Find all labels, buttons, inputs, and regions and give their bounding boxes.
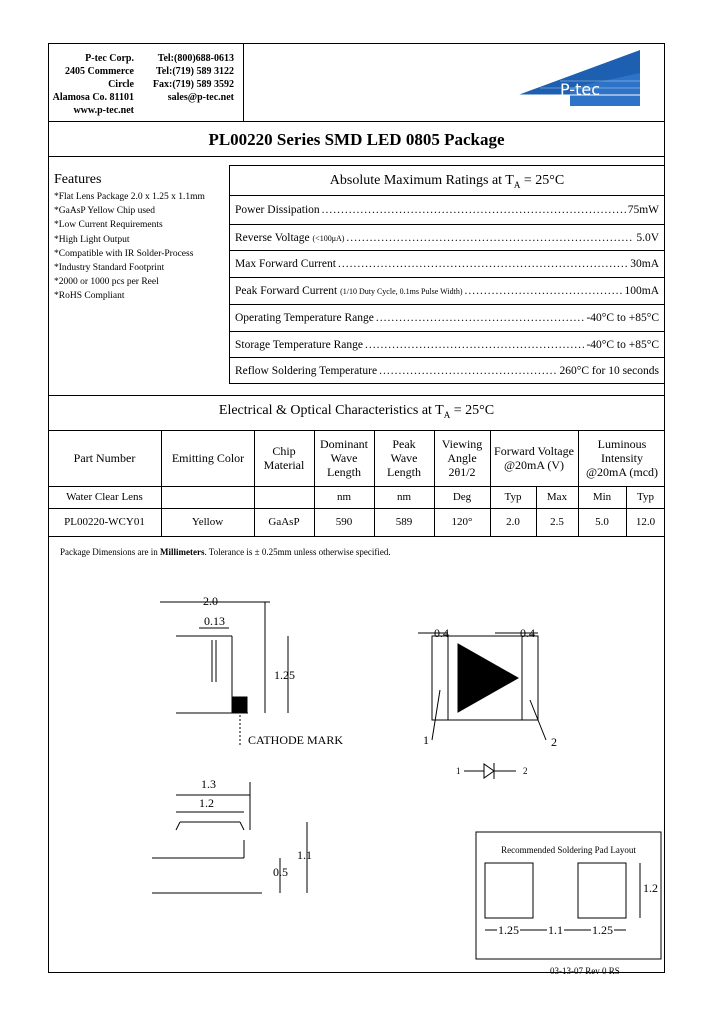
solder-gap: 1.1 (548, 923, 563, 937)
dim-pad-right: 0.4 (520, 626, 535, 640)
rating-value: 100mA (624, 285, 659, 297)
header-luminous-intensity: Luminous Intensity @20mA (mcd) (585, 437, 659, 479)
symbol-pin-1: 1 (456, 766, 461, 776)
rating-label: Operating Temperature Range (235, 312, 374, 324)
table-cell-peak: 589 (395, 516, 413, 528)
rating-value: 260°C for 10 seconds (559, 364, 659, 377)
table-cell-chip: GaAsP (268, 516, 300, 528)
rating-note: (1/10 Duty Cycle, 0.1ms Pulse Width) (340, 287, 463, 296)
table-cell-iv-typ: 12.0 (635, 516, 656, 528)
company-name: P-tec Corp. (85, 53, 134, 64)
company-street: 2405 Commerce Circle (65, 66, 134, 90)
solder-width-1: 1.25 (498, 923, 519, 937)
header-part-number: Part Number (73, 451, 136, 465)
table-cell-part: PL00220-WCY01 (64, 516, 145, 528)
table-cell-dominant: 590 (335, 516, 353, 528)
unit-cell: Deg (452, 491, 472, 503)
company-tel1: Tel:(800)688-0613 (157, 53, 234, 64)
rating-label: Peak Forward Current (235, 285, 341, 297)
revision-footer: 03-13-07 Rev 0 RS (550, 966, 620, 976)
dim-pad-left: 0.4 (434, 626, 449, 640)
dim-top-width: 2.0 (203, 594, 218, 608)
rating-value: -40°C to +85°C (586, 312, 659, 324)
rating-value: 30mA (630, 258, 659, 270)
dim-side-width-1: 1.3 (201, 777, 216, 791)
header-emitting-color: Emitting Color (171, 451, 245, 465)
solder-width-2: 1.25 (592, 923, 613, 937)
rating-label: Max Forward Current (235, 258, 336, 270)
header-viewing-angle: Viewing Angle 2θ1/2 (441, 437, 483, 479)
rating-label: Storage Temperature Range (235, 338, 363, 351)
header-chip-material: Chip Material (263, 444, 305, 472)
unit-cell: Typ (637, 491, 654, 503)
terminal-2-label: 2 (551, 735, 557, 749)
feature-item: *Compatible with IR Solder-Process (54, 248, 194, 259)
rating-value: 75mW (627, 204, 659, 216)
feature-item: *RoHS Compliant (54, 291, 125, 302)
header-forward-voltage: Forward Voltage @20mA (V) (494, 444, 574, 472)
unit-cell: nm (336, 491, 352, 503)
symbol-pin-2: 2 (523, 766, 528, 776)
dimension-note: Package Dimensions are in Millimeters. Tolerance is ± 0.25mm unless otherwise specified. (60, 547, 391, 557)
company-fax: Fax:(719) 589 3592 (152, 79, 234, 90)
feature-item: *2000 or 1000 pcs per Reel (54, 277, 159, 288)
feature-item: *Low Current Requirements (54, 220, 163, 231)
rating-label: Reflow Soldering Temperature (235, 364, 378, 377)
rating-value: -40°C to +85°C (586, 338, 659, 351)
unit-cell: Typ (504, 491, 522, 503)
terminal-1-label: 1 (423, 733, 429, 747)
company-city: Alamosa Co. 81101 (52, 92, 134, 103)
table-cell-angle: 120° (451, 516, 473, 528)
dim-height: 1.25 (274, 668, 295, 682)
table-cell-vf-max: 2.5 (550, 516, 564, 528)
rating-value: 5.0V (636, 231, 659, 244)
solder-height: 1.2 (643, 881, 658, 895)
company-tel2: Tel:(719) 589 3122 (156, 66, 234, 77)
table-cell-color: Yellow (191, 516, 224, 528)
ratings-heading: Absolute Maximum Ratings at $T_A = 25^\circ C$ (329, 173, 565, 190)
features-heading: Features (54, 172, 102, 187)
rating-label: Reverse Voltage (235, 231, 313, 244)
dim-side-height-2: 0.5 (273, 865, 288, 879)
document-title: PL00220 Series SMD LED 0805 Package (208, 130, 505, 149)
unit-cell: nm (396, 491, 412, 503)
logo-text: P-tec (560, 80, 600, 99)
dim-gap: 0.13 (204, 614, 225, 628)
rating-note: (<100μA) (312, 233, 345, 243)
feature-item: *GaAsP Yellow Chip used (54, 206, 155, 217)
table-cell-vf-typ: 2.0 (506, 516, 520, 528)
company-email[interactable]: sales@p-tec.net (167, 92, 234, 103)
unit-cell: Min (592, 491, 612, 503)
solder-title: Recommended Soldering Pad Layout (501, 845, 636, 855)
electrical-heading: Electrical & Optical Characteristics at $T_A = 25^\circ C$ (218, 403, 495, 420)
cathode-mark-label: CATHODE MARK (248, 733, 344, 747)
dim-side-width-2: 1.2 (199, 796, 214, 810)
dim-side-height-1: 1.1 (297, 848, 312, 862)
feature-item: *Flat Lens Package 2.0 x 1.25 x 1.1mm (54, 192, 205, 202)
header-peak-wavelength: Peak Wave Length (387, 437, 421, 479)
feature-item: *High Light Output (54, 234, 130, 245)
unit-cell: Water Clear Lens (66, 491, 143, 503)
company-web[interactable]: www.p-tec.net (73, 105, 134, 116)
table-cell-iv-min: 5.0 (595, 516, 609, 528)
feature-item: *Industry Standard Footprint (54, 263, 165, 274)
header-dominant-wavelength: Dominant Wave Length (320, 437, 368, 479)
unit-cell: Max (546, 491, 568, 503)
rating-label: Power Dissipation (235, 204, 320, 216)
